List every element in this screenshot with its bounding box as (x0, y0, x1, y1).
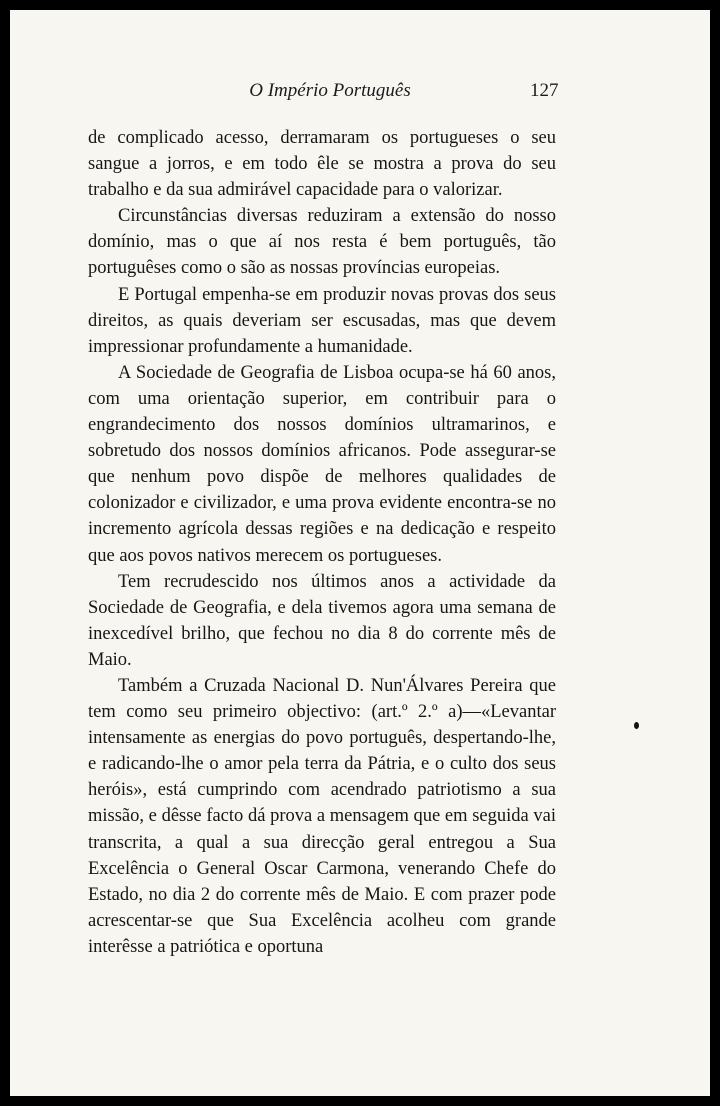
paragraph: E Portugal empenha-se em produzir novas provas dos seus direitos, as quais deveriam ser escusadas, mas que devem impressionar profundamente a humanidade. (88, 284, 556, 357)
body-text (88, 125, 556, 960)
paragraph: Circunstâncias diversas reduziram a extensão do nosso domínio, mas o que aí nos resta é bem português, tão portuguêses como o são as nossas províncias europeias. (88, 206, 556, 279)
running-title: O Império Português (249, 80, 411, 101)
paragraph: de complicado acesso, derramaram os portugueses o seu sangue a jorros, e em todo êle se mostra a prova do seu trabalho e da sua admirável capacidade para o valorizar. (88, 128, 556, 201)
paragraph: Também a Cruzada Nacional D. Nun'Álvares Pereira que tem como seu primeiro objectivo: (art.º 2.º a)—«Levantar intensamente as energias do povo português, despertando-lhe, e radicando-lhe o amor pela terra da Pátria, e o culto dos seus heróis», está cumprindo com acendrado patriotismo a sua missão, e dêsse facto dá prova a mensagem que em seguida vai transcrita, a qual a sua direcção geral entregou a Sua Excelência o General Oscar Carmona, venerando Chefe do Estado, no dia 2 do corrente mês de Maio. E com prazer pode acrescentar-se que Sua Excelência acolheu com grande interêsse a patriótica e oportuna (88, 675, 556, 957)
paragraph: A Sociedade de Geografia de Lisboa ocupa-se há 60 anos, com uma orientação superior, em contribuir para o engrandecimento dos nossos domínios ultramarinos, e sobretudo dos nossos domínios africanos. Pode assegurar-se que nenhum povo dispõe de melhores qualidades de colonizador e civilizador, e uma prova evidente encontra-se no incremento agrícola dessas regiões e na dedicação e respeito que aos povos nativos merecem os portugueses. (88, 362, 556, 566)
ink-spot (634, 722, 639, 729)
book-page (10, 10, 710, 1096)
page-header (10, 80, 710, 110)
paragraph: Tem recrudescido nos últimos anos a actividade da Sociedade de Geografia, e dela tivemos agora uma semana de inexcedível brilho, que fechou no dia 8 do corrente mês de Maio. (88, 571, 556, 670)
page-number: 127 (530, 80, 559, 101)
